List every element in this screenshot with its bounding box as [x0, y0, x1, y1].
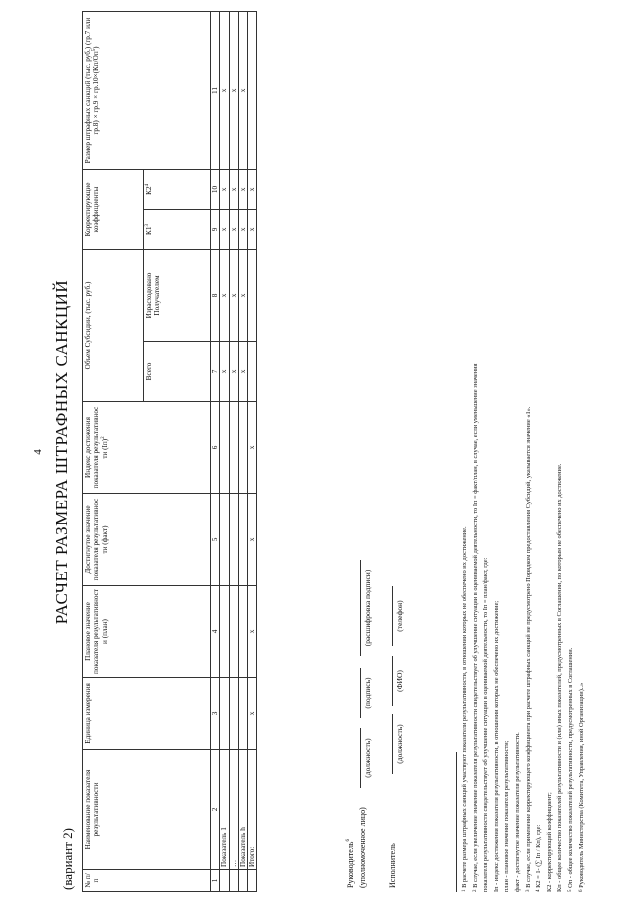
- cell: x: [220, 342, 229, 402]
- footnote: Iп - индекс достижения показателя результативности, в отношении которых не обеспечено их достижение;: [492, 600, 500, 892]
- col-num-6: 6: [211, 402, 220, 494]
- page-number: 4: [32, 449, 44, 455]
- cell: [229, 494, 238, 586]
- caption-position: (должность): [363, 738, 372, 778]
- footnote: факт - достигнутое значение показателя результативности.: [513, 732, 521, 892]
- footnote: Кп - общее количество показателей результативности и (или) иных показателей, предусмотренных в Соглашении, по которым не обеспечено их достижение.: [556, 463, 564, 892]
- cell: [248, 342, 257, 402]
- cell: x: [220, 209, 229, 249]
- table-row-total: [248, 11, 257, 891]
- executor-label: Исполнитель: [388, 843, 397, 888]
- cell: [238, 402, 247, 494]
- cell: x: [248, 586, 257, 678]
- cell: [229, 870, 238, 892]
- cell: x: [248, 678, 257, 750]
- cell: x: [220, 11, 229, 169]
- cell: [248, 11, 257, 169]
- cell: [229, 586, 238, 678]
- cell: [238, 586, 247, 678]
- cell: x: [248, 494, 257, 586]
- footnote: $^2$ В случае, если увеличение значение показателя результативности свидетельствует об улучшение ситуации в оцениваемой деятельности, то Iп = факт/план, в случае, если уменьшение значения: [471, 363, 479, 892]
- cell: [248, 870, 257, 892]
- cell: x: [248, 209, 257, 249]
- header-k2: $К2^4$: [144, 169, 211, 209]
- cell: x: [248, 169, 257, 209]
- column-number-row: [211, 11, 220, 891]
- rotated-page: [20, 12, 620, 892]
- caption-position: (должность): [395, 724, 404, 764]
- col-num-4: 4: [211, 586, 220, 678]
- signature-line: [392, 586, 393, 646]
- cell: Показатель 1: [220, 750, 229, 870]
- cell: …: [229, 750, 238, 870]
- cell: [220, 678, 229, 750]
- document-title: РАСЧЕТ РАЗМЕРА ШТРАФНЫХ САНКЦИЙ: [52, 279, 71, 625]
- cell: Показатель h: [238, 750, 247, 870]
- footnote: $^3$ В случае, если применение корректирующего коэффициента при расчете штрафных санкций не предусмотрено Порядком предоставления Субсидий, указывается значение «1».: [524, 406, 532, 892]
- cell: x: [238, 249, 247, 341]
- cell: [220, 586, 229, 678]
- header-coefficients: Корректирующие коэффициенты: [83, 169, 144, 249]
- col-num-9: 9: [211, 209, 220, 249]
- footnote: план - плановое значение показателя результативности;: [503, 740, 511, 892]
- signature-line: [360, 560, 361, 656]
- cell: x: [238, 11, 247, 169]
- signature-line: [360, 668, 361, 718]
- cell: [220, 402, 229, 494]
- signature-line: [392, 714, 393, 774]
- head-label-2: (уполномоченное лицо): [358, 807, 367, 888]
- header-total: Всего: [144, 342, 211, 402]
- table-row: [238, 11, 247, 891]
- header-row-1: [83, 11, 144, 891]
- cell: x: [229, 209, 238, 249]
- cell: x: [248, 402, 257, 494]
- cell: [238, 494, 247, 586]
- header-fact: Достигнутое значение показателя результативнос ти (факт): [83, 494, 211, 586]
- col-num-7: 7: [211, 342, 220, 402]
- cell: [238, 870, 247, 892]
- cell: x: [238, 169, 247, 209]
- variant-label: (вариант 2): [60, 827, 75, 890]
- header-indicator-name: Наименование показателя результативности: [83, 750, 211, 870]
- cell: [248, 249, 257, 341]
- header-penalty-size: Размер штрафных санкций (тыс. руб.) (гр.7 или $гр.8) \times гр.9 \times гр.10\times(Кп/Оп^5)$: [83, 11, 211, 169]
- head-label: Руководитель$^6$: [346, 839, 355, 888]
- header-spent: Израсходовано Получателем: [144, 249, 211, 341]
- caption-signature: (подпись): [363, 677, 372, 709]
- footnote: показателя результативности свидетельствует об улучшение ситуации в оцениваемой деятельности, то Iп = план/факт, где:: [482, 557, 490, 892]
- col-num-5: 5: [211, 494, 220, 586]
- cell: x: [220, 169, 229, 209]
- footnote: $^5$ Оп - общее количество показателей результативности, предусмотренных в Соглашении.: [566, 647, 574, 892]
- cell: Итого:: [248, 750, 257, 870]
- caption-phone: (телефон): [395, 600, 404, 632]
- cell: x: [229, 11, 238, 169]
- cell: x: [229, 342, 238, 402]
- header-plan: Плановое значение показателя результативност и (план): [83, 586, 211, 678]
- footnotes: [460, 12, 587, 892]
- signature-line: [360, 728, 361, 788]
- cell: [229, 402, 238, 494]
- header-number: № п/п: [83, 870, 211, 892]
- col-num-11: 11: [211, 11, 220, 169]
- footnote: $^4$ К2 = 1- (∑ Iп / Кп), где:: [535, 824, 543, 892]
- table-row: [229, 11, 238, 891]
- cell: [220, 494, 229, 586]
- penalty-table: [82, 11, 257, 892]
- header-subsidy-volume: Объем Субсидии, (тыс. руб.): [83, 249, 144, 401]
- col-num-1: 1: [211, 870, 220, 892]
- col-num-2: 2: [211, 750, 220, 870]
- cell: x: [238, 209, 247, 249]
- cell: x: [229, 169, 238, 209]
- cell: x: [238, 342, 247, 402]
- caption-fio: (ФИО): [395, 670, 404, 692]
- signature-line: [392, 656, 393, 706]
- footnote: $^6$ Руководитель Министерства (Комитета, Управления, иной Организации)..»: [577, 682, 585, 892]
- header-unit: Единица измерения: [83, 678, 211, 750]
- footnote-separator: [456, 752, 457, 892]
- col-num-10: 10: [211, 169, 220, 209]
- cell: [220, 870, 229, 892]
- cell: [238, 678, 247, 750]
- header-k1: $К1^3$: [144, 209, 211, 249]
- footnote: К2 - корректирующий коэффициент;: [545, 792, 553, 892]
- footnote: $^1$ В расчете размера штрафных санкций участвуют показатели результативности, в отношении которых не обеспечено их достижение.: [461, 526, 468, 892]
- header-index: Индекс достижения показателя результативнос ти (Iп)$^2$: [83, 402, 211, 494]
- cell: x: [229, 249, 238, 341]
- cell: [229, 678, 238, 750]
- col-num-8: 8: [211, 249, 220, 341]
- col-num-3: 3: [211, 678, 220, 750]
- cell: x: [220, 249, 229, 341]
- caption-signature-decode: (расшифровка подписи): [363, 569, 372, 647]
- table-row: [220, 11, 229, 891]
